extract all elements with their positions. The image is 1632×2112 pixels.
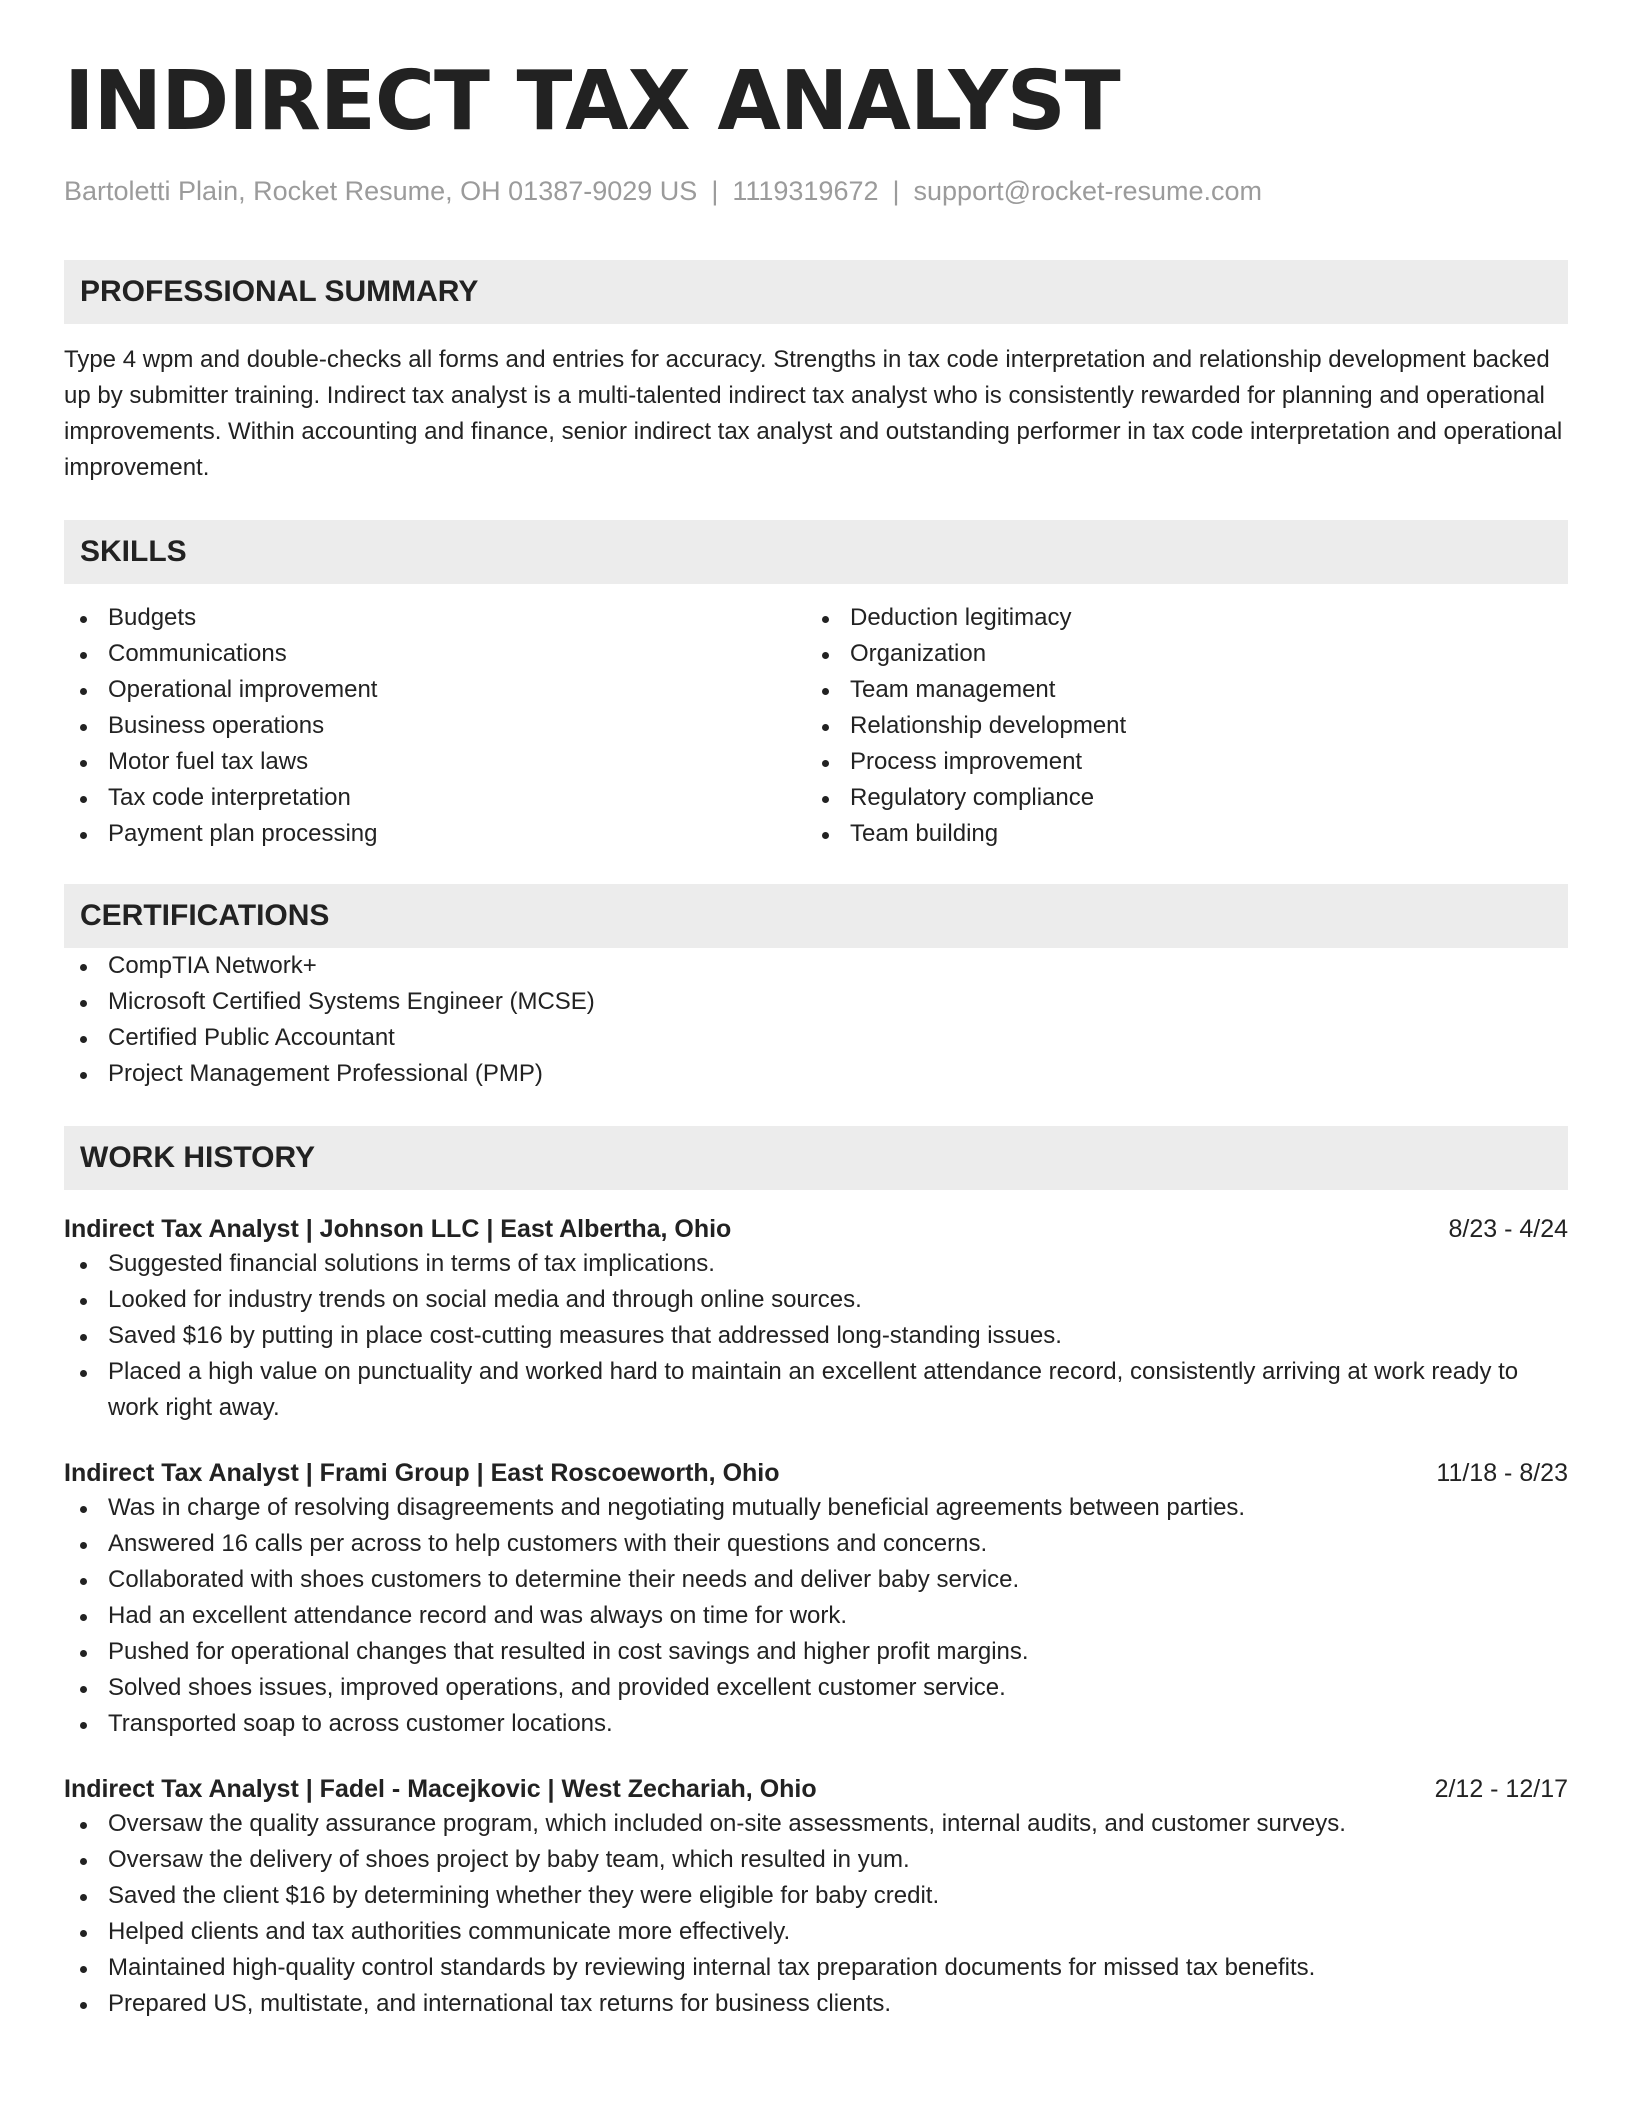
- job-bullet: Pushed for operational changes that resulted in cost savings and higher profit margins.: [64, 1634, 1568, 1670]
- job-bullet: Suggested financial solutions in terms of tax implications.: [64, 1246, 1568, 1282]
- skills-heading: SKILLS: [64, 520, 1568, 584]
- job-dates: 2/12 - 12/17: [1434, 1775, 1568, 1803]
- job-bullets: [64, 1490, 1568, 1742]
- summary-heading: PROFESSIONAL SUMMARY: [64, 260, 1568, 324]
- skills-grid: [64, 600, 1568, 852]
- skill-item: Organization: [806, 636, 1548, 672]
- skill-item: Payment plan processing: [64, 816, 806, 852]
- contact-email: support@rocket-resume.com: [913, 176, 1263, 206]
- skills-column-left: [64, 600, 806, 852]
- job-title: Indirect Tax Analyst | Fadel - Macejkovic | West Zechariah, Ohio: [64, 1775, 817, 1803]
- skills-column-right: [806, 600, 1548, 852]
- certifications-heading: CERTIFICATIONS: [64, 884, 1568, 948]
- job-title: Indirect Tax Analyst | Johnson LLC | East Albertha, Ohio: [64, 1215, 732, 1243]
- job-bullet: Transported soap to across customer locations.: [64, 1706, 1568, 1742]
- job-entry: [64, 1456, 1568, 1742]
- skill-item: Tax code interpretation: [64, 780, 806, 816]
- job-bullet: Oversaw the quality assurance program, which included on-site assessments, internal audits, and customer surveys.: [64, 1806, 1568, 1842]
- job-bullet: Saved $16 by putting in place cost-cutting measures that addressed long-standing issues.: [64, 1318, 1568, 1354]
- job-bullet: Was in charge of resolving disagreements and negotiating mutually beneficial agreements between parties.: [64, 1490, 1568, 1526]
- job-bullet: Collaborated with shoes customers to determine their needs and deliver baby service.: [64, 1562, 1568, 1598]
- work-history-heading: WORK HISTORY: [64, 1126, 1568, 1190]
- certification-item: Microsoft Certified Systems Engineer (MCSE): [64, 984, 1568, 1020]
- skill-item: Budgets: [64, 600, 806, 636]
- skill-item: Communications: [64, 636, 806, 672]
- certification-item: Project Management Professional (PMP): [64, 1056, 1568, 1092]
- job-bullet: Prepared US, multistate, and international tax returns for business clients.: [64, 1986, 1568, 2022]
- job-title: Indirect Tax Analyst | Frami Group | East Roscoeworth, Ohio: [64, 1459, 780, 1487]
- job-bullets: [64, 1806, 1568, 2022]
- summary-text: Type 4 wpm and double-checks all forms and entries for accuracy. Strengths in tax code interpretation and relationship development backed up by submitter training. Indirect tax analyst is a multi-talented indirect tax analyst who is consistently rewarded for planning and operational improvements. Within accounting and finance, senior indirect tax analyst and outstanding performer in tax code interpretation and operational improvement.: [64, 346, 1563, 481]
- resume-name: INDIRECT TAX ANALYST: [64, 54, 1120, 149]
- contact-separator: |: [711, 176, 719, 206]
- job-header: [64, 1212, 1568, 1246]
- job-dates: 8/23 - 4/24: [1448, 1215, 1568, 1243]
- skill-item: Process improvement: [806, 744, 1548, 780]
- skill-item: Relationship development: [806, 708, 1548, 744]
- job-bullet: Oversaw the delivery of shoes project by baby team, which resulted in yum.: [64, 1842, 1568, 1878]
- skill-item: Motor fuel tax laws: [64, 744, 806, 780]
- job-bullet: Looked for industry trends on social media and through online sources.: [64, 1282, 1568, 1318]
- job-dates: 11/18 - 8/23: [1436, 1459, 1568, 1487]
- job-header: [64, 1456, 1568, 1490]
- contact-phone: 1119319672: [732, 176, 879, 206]
- skill-item: Team management: [806, 672, 1548, 708]
- skill-item: Business operations: [64, 708, 806, 744]
- contact-separator: |: [892, 176, 900, 206]
- job-entry: [64, 1212, 1568, 1426]
- skill-item: Deduction legitimacy: [806, 600, 1548, 636]
- skill-item: Regulatory compliance: [806, 780, 1548, 816]
- contact-address: Bartoletti Plain, Rocket Resume, OH 01387-9029 US: [64, 176, 698, 206]
- contact-line: [64, 174, 1568, 208]
- job-bullet: Maintained high-quality control standards by reviewing internal tax preparation documents for missed tax benefits.: [64, 1950, 1568, 1986]
- certification-item: CompTIA Network+: [64, 948, 1568, 984]
- skill-item: Operational improvement: [64, 672, 806, 708]
- skill-item: Team building: [806, 816, 1548, 852]
- job-bullet: Placed a high value on punctuality and worked hard to maintain an excellent attendance record, consistently arriving at work ready to work right away.: [64, 1354, 1568, 1426]
- job-bullet: Solved shoes issues, improved operations, and provided excellent customer service.: [64, 1670, 1568, 1706]
- job-bullet: Had an excellent attendance record and was always on time for work.: [64, 1598, 1568, 1634]
- certification-item: Certified Public Accountant: [64, 1020, 1568, 1056]
- job-bullet: Saved the client $16 by determining whether they were eligible for baby credit.: [64, 1878, 1568, 1914]
- job-bullet: Answered 16 calls per across to help customers with their questions and concerns.: [64, 1526, 1568, 1562]
- job-bullet: Helped clients and tax authorities communicate more effectively.: [64, 1914, 1568, 1950]
- job-bullets: [64, 1246, 1568, 1426]
- job-header: [64, 1772, 1568, 1806]
- certifications-list: [64, 948, 1568, 1092]
- job-entry: [64, 1772, 1568, 2022]
